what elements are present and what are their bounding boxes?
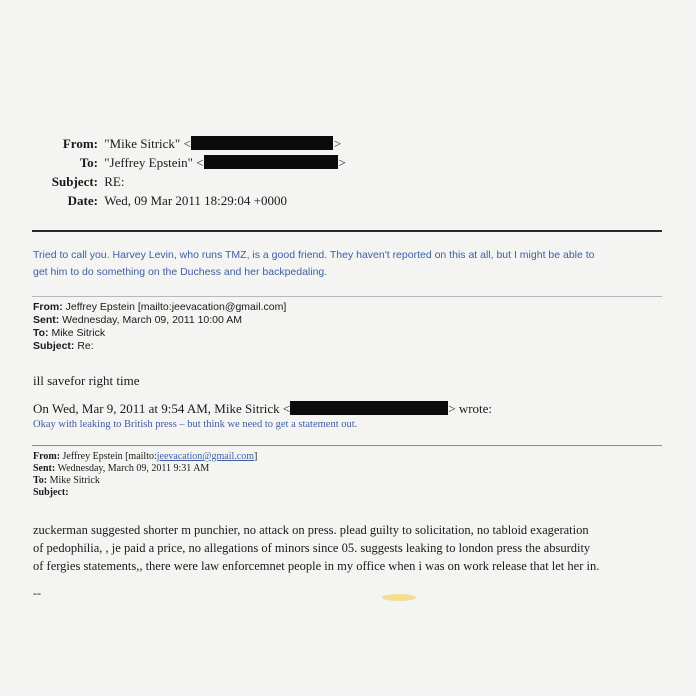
header-subject-row: [47, 174, 124, 190]
msg3-body: [33, 521, 663, 575]
msg2-sent-row: [33, 314, 286, 327]
quoted-divider-2: [32, 445, 662, 446]
msg3-from-label: From:: [33, 451, 61, 462]
msg3-subject-label: Subject:: [33, 487, 69, 498]
header-subject-label: Subject:: [51, 174, 98, 189]
header-to-value: "Jeffrey Epstein" <: [104, 155, 204, 170]
msg3-body-line1: zuckerman suggested shorter m punchier, no attack on press. plead guilty to solicitation, no tabloid exageration: [33, 523, 589, 537]
msg3-from-row: [33, 451, 257, 463]
msg2-sent-value: Wednesday, March 09, 2011 10:00 AM: [62, 314, 242, 326]
msg2-to-value: Mike Sitrick: [51, 327, 106, 339]
header-to-row: [74, 155, 346, 171]
quoted-divider: [32, 296, 662, 297]
msg3-body-line3: of fergies statements,, there were law enforcemnet people in my office when i was on work release that let her in.: [33, 559, 600, 573]
msg2-to-label: To:: [33, 327, 49, 339]
msg2-to-row: [33, 327, 286, 340]
msg2-sent-label: Sent:: [33, 314, 60, 326]
redaction-bar: [191, 136, 333, 150]
msg2-subject-row: [33, 340, 286, 353]
msg2-subject-label: Subject:: [33, 340, 75, 352]
header-to-label: To:: [79, 155, 98, 170]
msg3-sent-value: Wednesday, March 09, 2011 9:31 AM: [57, 463, 210, 474]
header-from-value: "Mike Sitrick" <: [104, 136, 191, 151]
msg3-subject-row: [33, 487, 257, 499]
msg2-wrote-suffix: > wrote:: [448, 401, 493, 416]
reply-body: [33, 247, 673, 281]
msg2-from-value: Jeffrey Epstein [mailto:jeevacation@gmail.com]: [65, 301, 287, 313]
msg2-wrote-prefix: On Wed, Mar 9, 2011 at 9:54 AM, Mike Sitrick <: [33, 401, 291, 416]
redaction-bar: [204, 155, 338, 169]
msg3-sent-label: Sent:: [33, 463, 56, 474]
header-from-close: >: [333, 136, 342, 151]
msg2-from-row: [33, 301, 286, 314]
header-to-close: >: [338, 155, 346, 170]
msg3-header: [33, 451, 257, 499]
reply-body-line2: get him to do something on the Duchess and her backpedaling.: [33, 266, 328, 278]
header-from-label: From:: [62, 136, 98, 151]
msg3-to-label: To:: [33, 475, 48, 486]
header-date-row: [64, 193, 287, 209]
msg3-to-row: [33, 475, 257, 487]
header-divider: [32, 230, 662, 232]
msg2-subject-value: Re:: [77, 340, 94, 352]
header-subject-value: RE:: [104, 174, 125, 189]
reply-body-line1: Tried to call you. Harvey Levin, who runs TMZ, is a good friend. They haven't reported on this at all, but I might be able to: [33, 249, 595, 261]
msg2-quote: Okay with leaking to British press – but think we need to get a statement out.: [33, 419, 358, 430]
signature-separator: --: [33, 586, 41, 600]
highlight-mark: [382, 594, 416, 601]
header-date-value: Wed, 09 Mar 2011 18:29:04 +0000: [104, 193, 287, 208]
header-from-row: [58, 136, 341, 152]
msg3-sent-row: [33, 463, 257, 475]
msg3-body-line2: of pedophilia, , je paid a price, no allegations of minors since 05. suggests leaking to london press the absurdity: [33, 541, 591, 555]
msg2-wrote-line: [33, 401, 492, 417]
msg3-to-value: Mike Sitrick: [49, 475, 100, 486]
msg2-from-label: From:: [33, 301, 63, 313]
msg3-from-prefix: Jeffrey Epstein [mailto:: [62, 451, 157, 462]
msg3-email-link[interactable]: jeevacation@gmail.com: [156, 451, 254, 462]
msg2-header: [33, 301, 286, 353]
msg2-body: ill savefor right time: [33, 373, 140, 388]
redaction-bar: [290, 401, 448, 415]
header-date-label: Date:: [67, 193, 98, 208]
msg3-from-suffix: ]: [254, 451, 258, 462]
